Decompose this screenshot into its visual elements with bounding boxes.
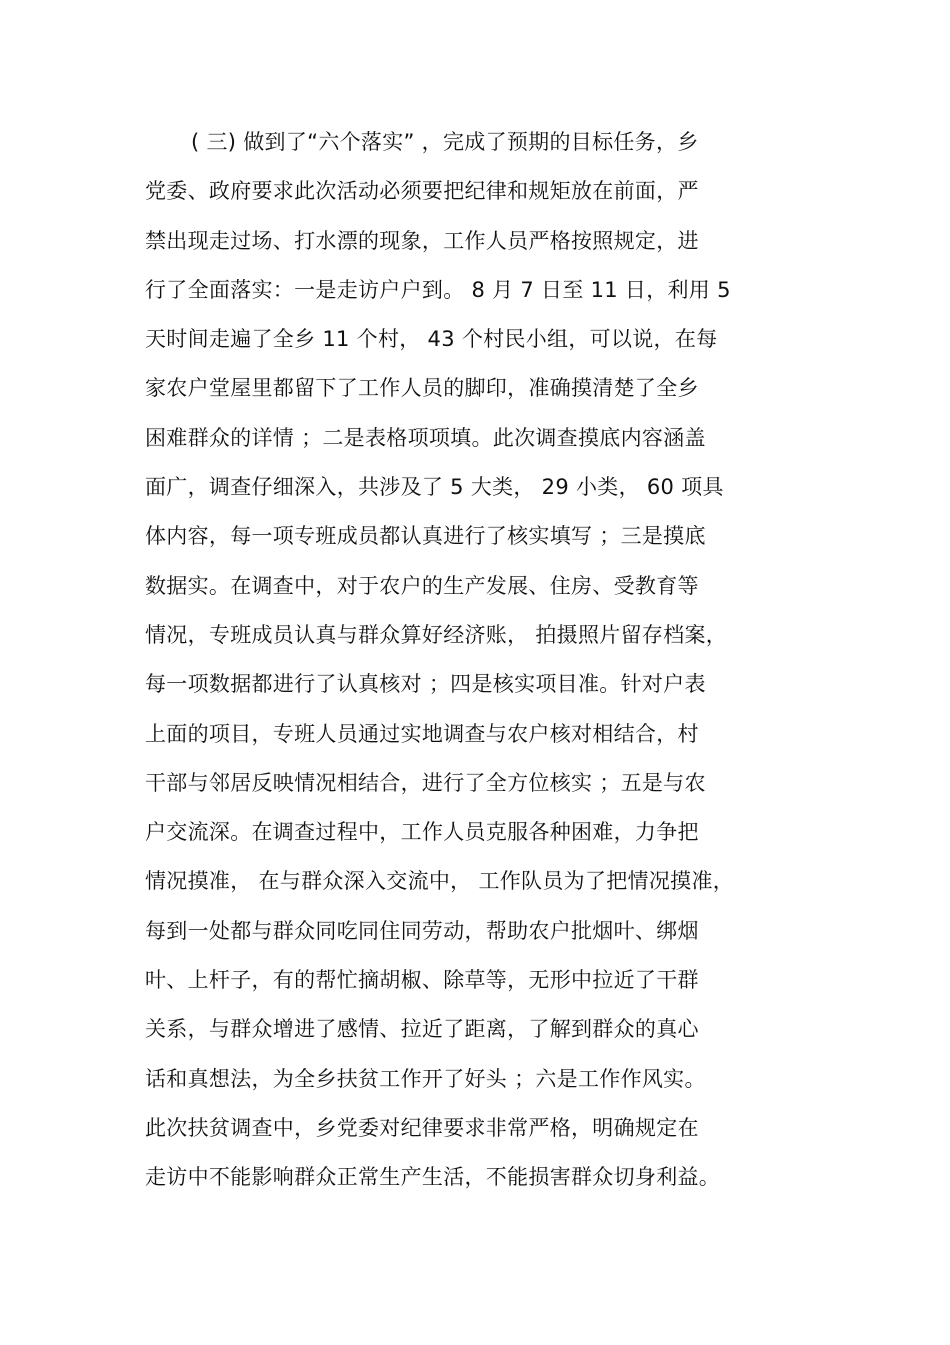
text-line: 走访中不能影响群众正常生产生活，不能损害群众切身利益。 (145, 1165, 721, 1190)
text-line: 数据实。在调查中，对于农户的生产发展、住房、受教育等 (145, 573, 699, 598)
text-line: 干部与邻居反映情况相结合，进行了全方位核实 ；五是与农 (145, 770, 706, 795)
text-line: 关系，与群众增进了感情、拉近了距离，了解到群众的真心 (145, 1017, 699, 1042)
text-line: 情况摸准， 在与群众深入交流中， 工作队员为了把情况摸准， (145, 869, 735, 894)
text-line: 户交流深。在调查过程中，工作人员克服各种困难，力争把 (145, 820, 699, 845)
text-line: 行了全面落实：一是走访户户到。 8 月 7 日至 11 日，利用 5 (145, 277, 731, 302)
text-line: 叶、上杆子，有的帮忙摘胡椒、除草等，无形中拉近了干群 (145, 968, 699, 993)
body-paragraph (145, 118, 825, 1203)
text-line: 每到一处都与群众同吃同住同劳动，帮助农户批烟叶、绑烟 (145, 918, 699, 943)
text-line: 天时间走遍了全乡 11 个村， 43 个村民小组，可以说，在每 (145, 327, 718, 352)
text-line: 情况，专班成员认真与群众算好经济账， 拍摄照片留存档案， (145, 622, 728, 647)
text-line: 面广，调查仔细深入，共涉及了 5 大类， 29 小类， 60 项具 (145, 475, 724, 500)
text-line: 禁出现走过场、打水漂的现象，工作人员严格按照规定，进 (145, 228, 699, 253)
text-line: 话和真想法，为全乡扶贫工作开了好头 ；六是工作作风实。 (145, 1066, 706, 1091)
text-line: 困难群众的详情 ；二是表格项项填。此次调查摸底内容涵盖 (145, 425, 706, 450)
text-line: 党委、政府要求此次活动必须要把纪律和规矩放在前面，严 (145, 179, 699, 204)
text-line: 体内容，每一项专班成员都认真进行了核实填写 ；三是摸底 (145, 524, 706, 549)
text-line: 上面的项目，专班人员通过实地调查与农户核对相结合，村 (145, 721, 699, 746)
text-line: 此次扶贫调查中，乡党委对纪律要求非常严格，明确规定在 (145, 1115, 699, 1140)
text-line: ( 三) 做到了“六个落实” ，完成了预期的目标任务，乡 (191, 130, 699, 154)
text-line: 家农户堂屋里都留下了工作人员的脚印，准确摸清楚了全乡 (145, 376, 699, 401)
text-line: 每一项数据都进行了认真核对 ；四是核实项目准。针对户表 (145, 672, 706, 697)
